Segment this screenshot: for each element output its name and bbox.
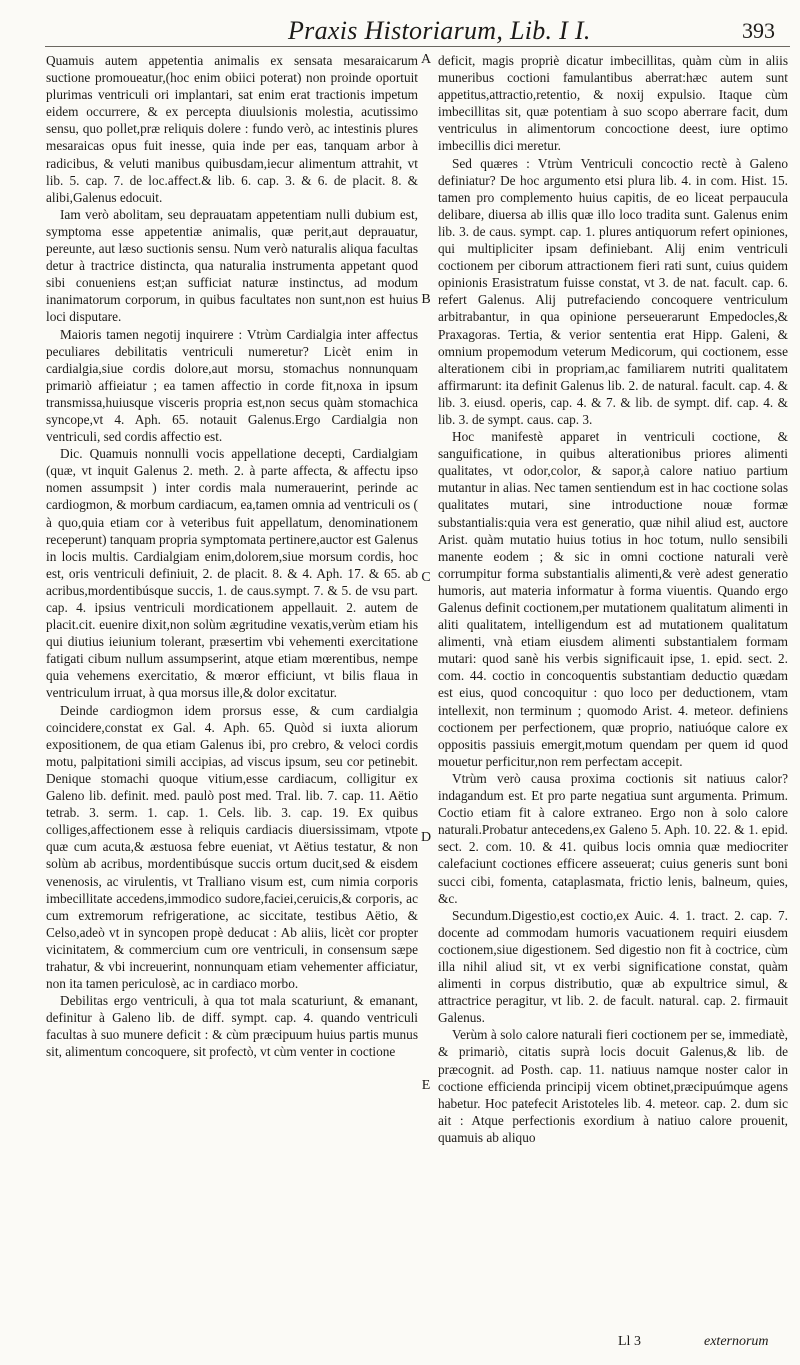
page-footer xyxy=(0,1326,800,1362)
paragraph: deficit, magis propriè dicatur imbecillitas, quàm cùm in aliis muneribus coctioni famulantibus aberrat:hæc autem sunt appetitus,attractio,retentio, & noxij expulsio. Itaque cùm imbecillitas sit, quæ potentiam à suo scopo aberrare facit, dum ventriculus in alimentorum concoctione deest, iure optimo imbecillis dici meretur. xyxy=(438,53,788,154)
header-rule xyxy=(45,46,790,47)
paragraph: Dic. Quamuis nonnulli vocis appellatione decepti, Cardialgiam (quæ, vt inquit Galenus 2. meth. 2. à parte affecta, & affectu ipso nomen assumpsit ) inter cordis mala numerauerint, perinde ac cardiogmon, & morbum cardiacum, ea,tamen omnia ad ventriculi os ( à quo,quia etiam cor à veteribus fuit appellatum, denominationem receperunt) tanquam propria symptomata pertinere,auctor est Galenus in locis multis. Cardialgiam enim,dolorem,siue morsum cordis, hoc est, oris ventriculi definiuit, 2. de placit. 8. & 4. Aph. 17. & 65. ab acribus,mordentibúsque succis, 1. de caus.sympt. 7. & 5. de vsu part. cap. 4. ipsius ventriculi mordicationem appellauit. 2. autem de placit.cit. euenire dixit,non solùm ægritudine vexatis,verùm etiam his qui diutius ieiunium tolerant, præsertim vbi vehementi exercitatione fatigati cibum nullum assumpserint, atque etiam mœrentibus, nempe quia vehemens exercitatio, & mœror efficiunt, vt bilis flaua in ventriculum irruat, à qua morsus ille,& dolor excitatur. xyxy=(46,446,418,701)
paragraph: Deinde cardiogmon idem prorsus esse, & cum cardialgia coincidere,constat ex Gal. 4. Aph. 65. Quòd si iuxta aliorum expositionem, de qua etiam Galenus ibi, pro crebro, & veloci cordis motu, palpitationi simili accipias, ad viscus ipsum, seu cor petinebit. Denique stomachi quoque vitium,esse cardiacum, colligitur ex Galeno lib. definit. med. paulò post med. Tral. lib. 7. cap. 11. Aëtio tetrab. 3. serm. 1. cap. 1. Cels. lib. 3. cap. 19. Ex quibus colliges,affectionem esse à reliquis cardiacis diuersissimam, vtpote quæ cum acuta,& æstuosa febre eueniat, vt Aëtius testatur, & non solùm ab acribus, mordentibúsque succis ortum ducit,sed & eisdem venenosis, ac virulentis, vt Tralliano visum est, cum nimia corporis imbecillitate accedens,immodico sudore,faciei,ceruicis,& corporis, ac cum extremorum refrigeratione, ac siccitate, testibus Aëtio, & Celso,adeò vt in syncopen propè deducat : Ab aliis, licèt cor propter vicinitatem, & commercium cum ore ventriculi, in consensum sæpe trahatur, & vbi increuerint, nonnunquam etiam vehementer afficiatur, non ita tamen periculosè, ac in cardiaco morbo. xyxy=(46,702,418,992)
paragraph: Hoc manifestè apparet in ventriculi coctione, & sanguificatione, in quibus alterationibus priores alimenti qualitates, vt odor,color, & sapor,à calore natiuo partium mutantur in alias. Nec tamen sentiendum est in hac coctione solas qualitates mutari, sine introductione nouæ formæ substantialis:quia vera est generatio, quæ nihil aliud est, auctore Arist. quàm mutatio huius totius in hoc totum, nullo sensibili manente eodem ; & sic in omni coctione naturali verè corrumpitur forma substantialis alimenti,& verè adest generatio humoris, aut materia informatur à forma viuentis. Quando ergo Galenus definit coctionem,per mutationem qualitatum alimenti in aliti qualitatem, intelligendum est ad mutationem qualitatum alimenti, vnà etiam eiusdem alimenti substantialem formam mutari: quod sanè his verbis significauit ipse, 1. epid. sect. 2. com. 44. coctio in concoquentis substantiam deductio quædam est eius, quod concoquitur : quo loco per deductionem, vtam intellexit, non terminum ; quomodo Arist. 4. meteor. definiens coctionem per perfectionem, quæ proprio, natiuóque calore ex oppositis passiuis emergit,motum quendam per quem id quod mouetur perficitur,non rem perfectam accepit. xyxy=(438,429,788,769)
running-title: Praxis Historiarum, Lib. I I. xyxy=(288,16,591,45)
paragraph: Quamuis autem appetentia animalis ex sensata mesaraicarum suctione promoueatur,(hoc enim obiici poterat) non proinde oportuit plurimas ventriculi ori implantari, sat enim erat tractionis impetum eidem occurrere, & ex percepta diuulsionis molestia, acutissimo sensu, quo pollet,præ reliquis dolere : fundo verò, ac intestinis plures mesaraicas opus fuit inesse, quia inde per eas, tanquam arbor à radicibus, & veluti manibus quibusdam,iecur alimentum attrahit, vt lib. 5. cap. 7. de loc.affect.& lib. 6. cap. 3. & 6. de placit. 8. & alibi,Galenus edocuit. xyxy=(46,53,418,205)
margin-letter-d: D xyxy=(420,830,432,845)
paragraph: Debilitas ergo ventriculi, à qua tot mala scaturiunt, & emanant, definitur à Galeno lib. de diff. sympt. cap. 4. quando ventriculi facultas à suo munere deficit : & cùm præcipuum huius partis munus sit, alimentum concoquere, sit profectò, vt cùm venter in coctione xyxy=(46,993,418,1060)
margin-letter-e: E xyxy=(421,1078,431,1093)
catchword: externorum xyxy=(704,1334,769,1349)
signature-mark: Ll 3 xyxy=(618,1334,641,1349)
paragraph: Sed quæres : Vtrùm Ventriculi concoctio rectè à Galeno definiatur? De hoc argumento etsi plura lib. 4. in com. Hist. 15. tamen pro complemento huius capitis, de eo liceat perpaucula delibare, diuersa ab illis quæ illo loco tradita sunt. Galenus enim lib. 3. de caus. sympt. cap. 1. plures antiquorum refert opiniones, qui multipliciter ipsam definiebant. Alij enim ventriculi coctionem per ciborum attractionem fieri rati sunt, cuius quidem opinionis Erasistratum fuisse constat, vt 3. de nat. facult. cap. 6. refert Galenus. Alij putrefaciendo concoquere ventriculum arbitrabantur, in qua opinione perseuerarunt Empedocles,& Praxagoras. Tertia, & verior sententia erat Hipp. Galeni, & omnium propemodum veterum Medicorum, qui coctionem, esse alterationem cibi in propriam,ac familiarem nutriti qualitatem affirmarunt: ita definit Galenus lib. 2. de natural. facult. cap. 4. & lib. 3. eiusd. operis, cap. 4. & 7. & lib. de sympt. dif. cap. 4. & lib. 3. de sympt. caus. cap. 3. xyxy=(438,155,788,427)
paragraph: Verùm à solo calore naturali fieri coctionem per se, immediatè, & primariò, citatis suprà locis docuit Galenus,& lib. de præcognit. ad Posth. cap. 11. natiuus namque noster calor in coctione efficienda principij vicem obtinet,præcipuúmque agens habetur. Hoc patefecit Aristoteles lib. 4. meteor. cap. 2. dum sic ait : Atque perfectionis exordium à natiuo calore prouenit, quamuis ab aliquo xyxy=(438,1027,788,1145)
right-column xyxy=(438,52,788,1146)
margin-letter-b: B xyxy=(421,292,431,307)
paragraph: Secundum.Digestio,est coctio,ex Auic. 4. 1. tract. 2. cap. 7. docente ad commodam humoris vacuationem requiri eiusdem coctionem,siue digestionem. Sed digestio non fit à coctrice, cùm illa nihil aliud sit, vt ex verbi significatione constat, quàm alimenti in corpus distributio, quæ ab expultrice simul, & attractrice peragitur, vt lib. 2. de facult. natural. cap. 2. firmauit Galenus. xyxy=(438,907,788,1026)
page-header xyxy=(0,14,800,44)
paragraph: Iam verò abolitam, seu deprauatam appetentiam nulli dubium est, symptoma esse appetentiæ animalis, quæ perit,aut deprauatur, pereunte, aut læso suctionis sensu. Num verò naturalis aliqua facultas detur à tractrice distincta, qua naturalia instrumenta appetant quod sibi conueniens est;an sufficiat naturæ instinctus, ad modum inanimatorum corporum, in quibus facultates non sunt,non est huius loci disputare. xyxy=(46,206,418,325)
paragraph: Maioris tamen negotij inquirere : Vtrùm Cardialgia inter affectus peculiares debilitatis ventriculi numeretur? Licèt enim in cardialgia,siue cordis dolore,aut morsu, stomachus nonnunquam primariò affieiatur ; ea tamen affectio in corde fit,noxa in ipsum transmissa,huiusque visceris propria est,non secus quàm stomachica syncope,vt 4. Aph. 65. notauit Galenus.Ergo Cardialgia non ventriculi, sed cordis affectio est. xyxy=(46,326,418,445)
page-number: 393 xyxy=(742,18,775,43)
left-column xyxy=(46,52,418,1061)
margin-letter-a: A xyxy=(420,52,432,67)
paragraph: Vtrùm verò causa proxima coctionis sit natiuus calor? indagandum est. Et pro parte negatiua sunt argumenta. Primum. Coctio etiam fit à calore extraneo. Ergo non à solo calore naturali.Probatur antecedens,ex Galeno 5. Aph. 10. 22. & 1. epid. sect. 2. com. 10. & 41. quibus locis omnia quæ mediocriter calefaciunt coctiones efficere asseuerat; cuius generis sunt boni succi cibi, fomenta, cataplasmata, frictio lenis, balneum, quies, &c. xyxy=(438,770,788,906)
margin-letter-c: C xyxy=(421,570,431,585)
